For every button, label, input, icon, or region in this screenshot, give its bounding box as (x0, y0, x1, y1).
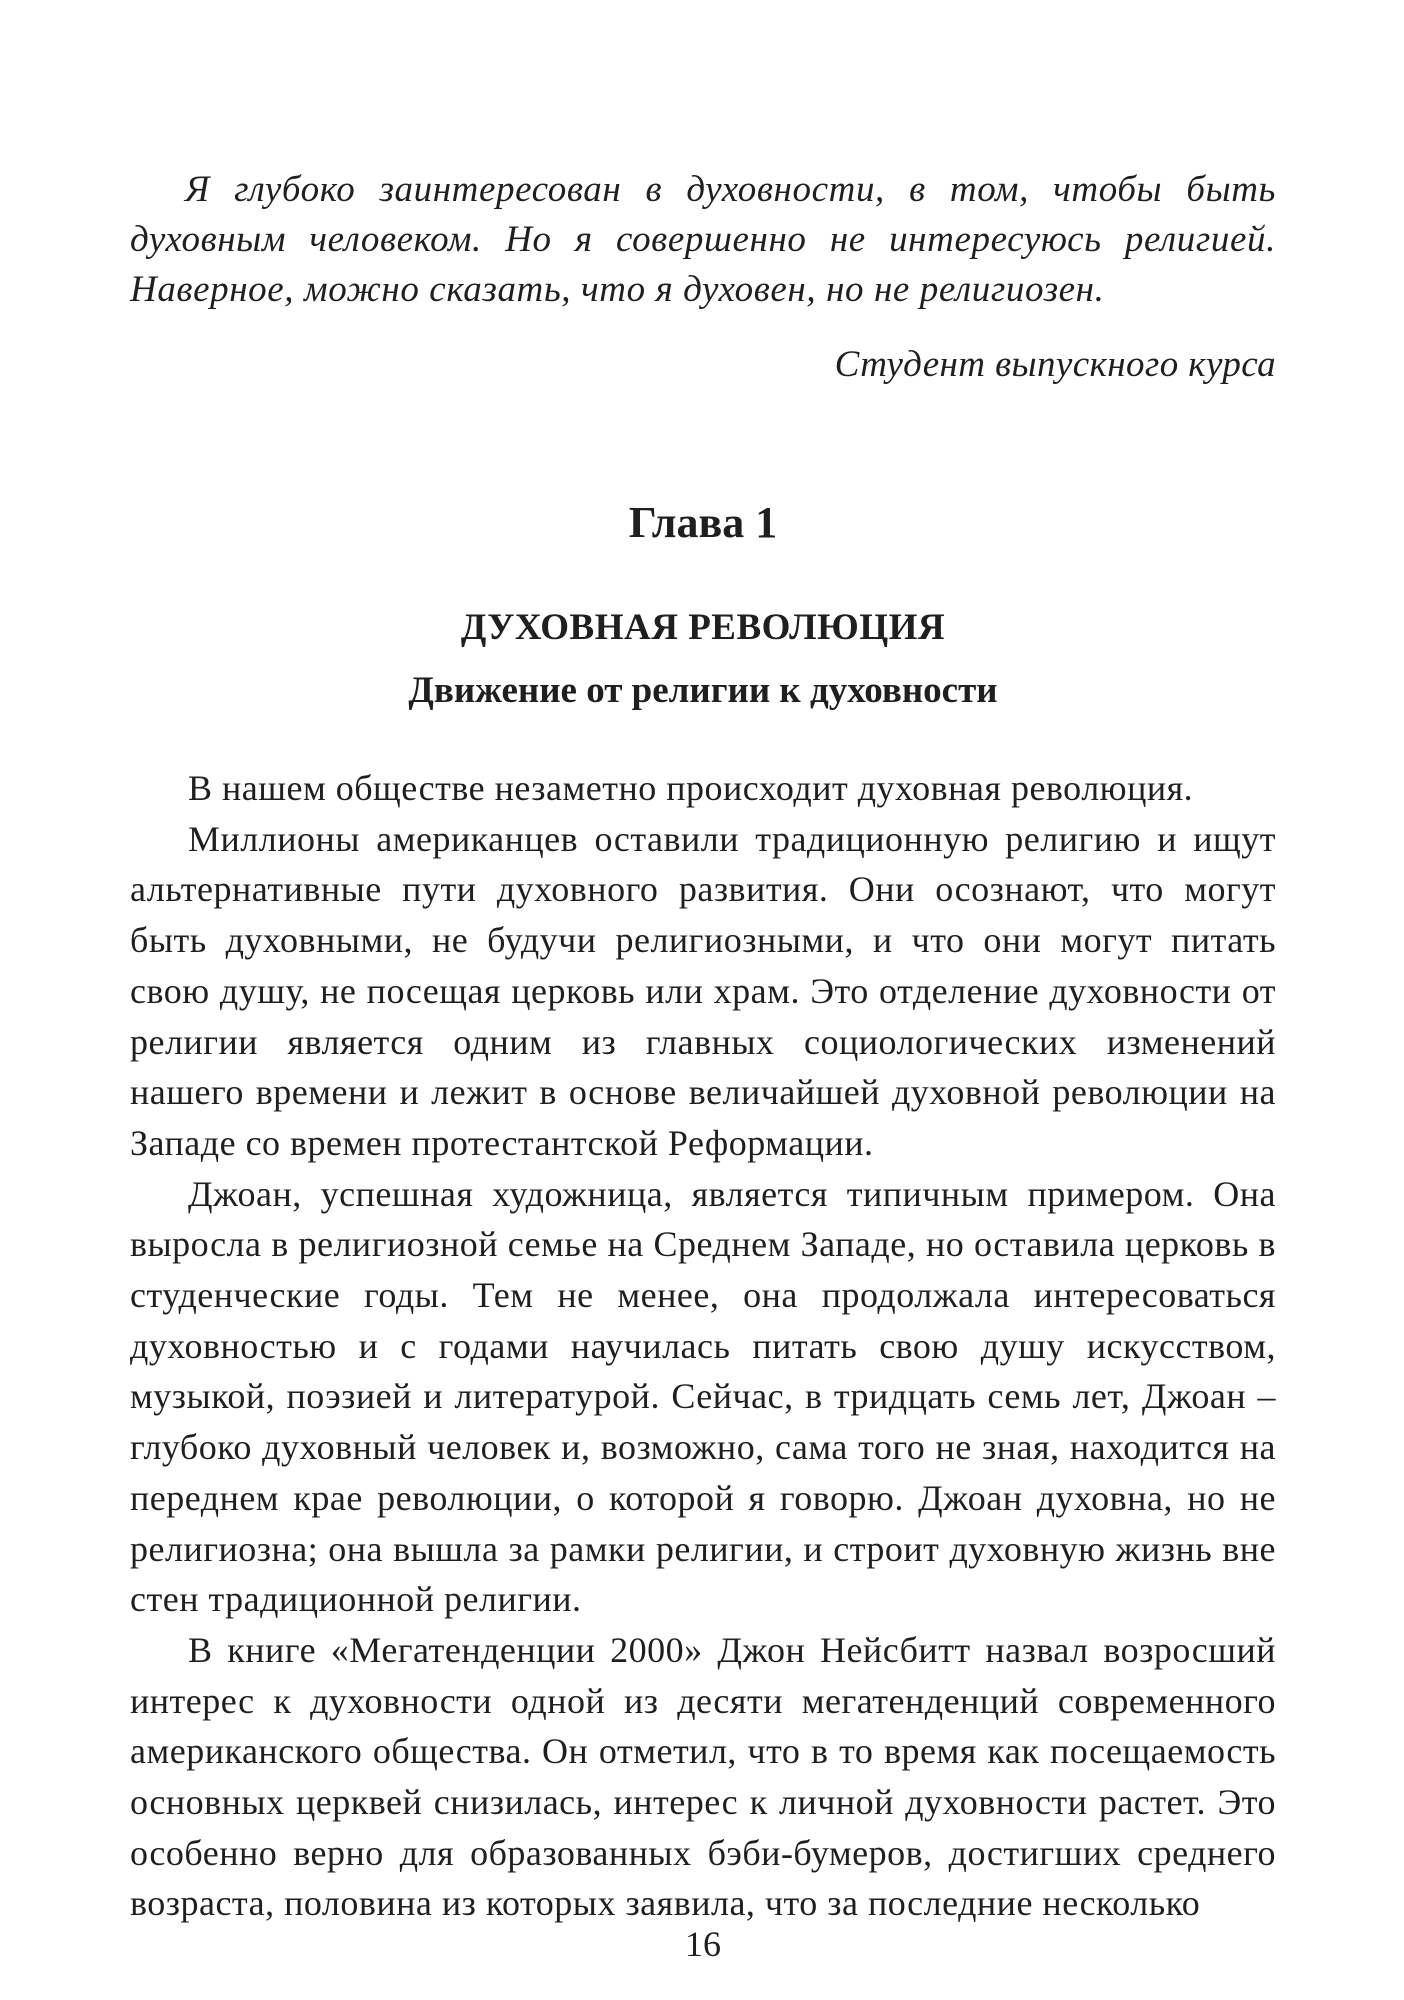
paragraph: В книге «Мегатенденции 2000» Джон Нейсбитт назвал возросший интерес к духовности одной из десяти мегатенденций современного американского общества. Он отметил, что в то время как посещаемость основных церквей снизилась, интерес к личной духовности растет. Это особенно верно для образованных бэби-бумеров, достигших среднего возраста, половина из которых заявила, что за последние несколько (130, 1629, 1276, 1924)
chapter-number: Глава 1 (628, 498, 778, 547)
epigraph-text: Я глубоко заинтересован в духовности, в том, чтобы быть духовным человеком. Но я совершенно не интересуюсь религией. Наверное, можно сказать, что я духовен, но не религиозен. (130, 169, 1276, 310)
paragraph: В нашем обществе незаметно происходит духовная революция. (188, 768, 1194, 808)
body-text (130, 763, 1276, 1929)
page-number: 16 (685, 1924, 721, 1964)
paragraph: Миллионы американцев оставили традиционную религию и ищут альтернативные пути духовного развития. Они осознают, что могут быть духовными, не будучи религиозными, и что они могут питать свою душу, не посещая церковь или храм. Это отделение духовности от религии является одним из главных социологических изменений нашего времени и лежит в основе величайшей духовной революции на Западе со времен протестантской Реформации. (130, 818, 1276, 1163)
book-page (130, 0, 1276, 2000)
chapter-title: ДУХОВНАЯ РЕВОЛЮЦИЯ (460, 607, 946, 648)
epigraph-author: Студент выпускного курса (834, 344, 1276, 385)
paragraph: Джоан, успешная художница, является типичным примером. Она выросла в религиозной семье на Среднем Западе, но оставила церковь в студенческие годы. Тем не менее, она продолжала интересоваться духовностью и с годами научилась питать свою душу искусством, музыкой, поэзией и литературой. Сейчас, в тридцать семь лет, Джоан – глубоко духовный человек и, возможно, сама того не зная, находится на переднем крае революции, о которой я говорю. Джоан духовна, но не религиозна; она вышла за рамки религии, и строит духовную жизнь вне стен традиционной религии. (130, 1173, 1276, 1620)
chapter-subtitle: Движение от религии к духовности (408, 670, 998, 711)
